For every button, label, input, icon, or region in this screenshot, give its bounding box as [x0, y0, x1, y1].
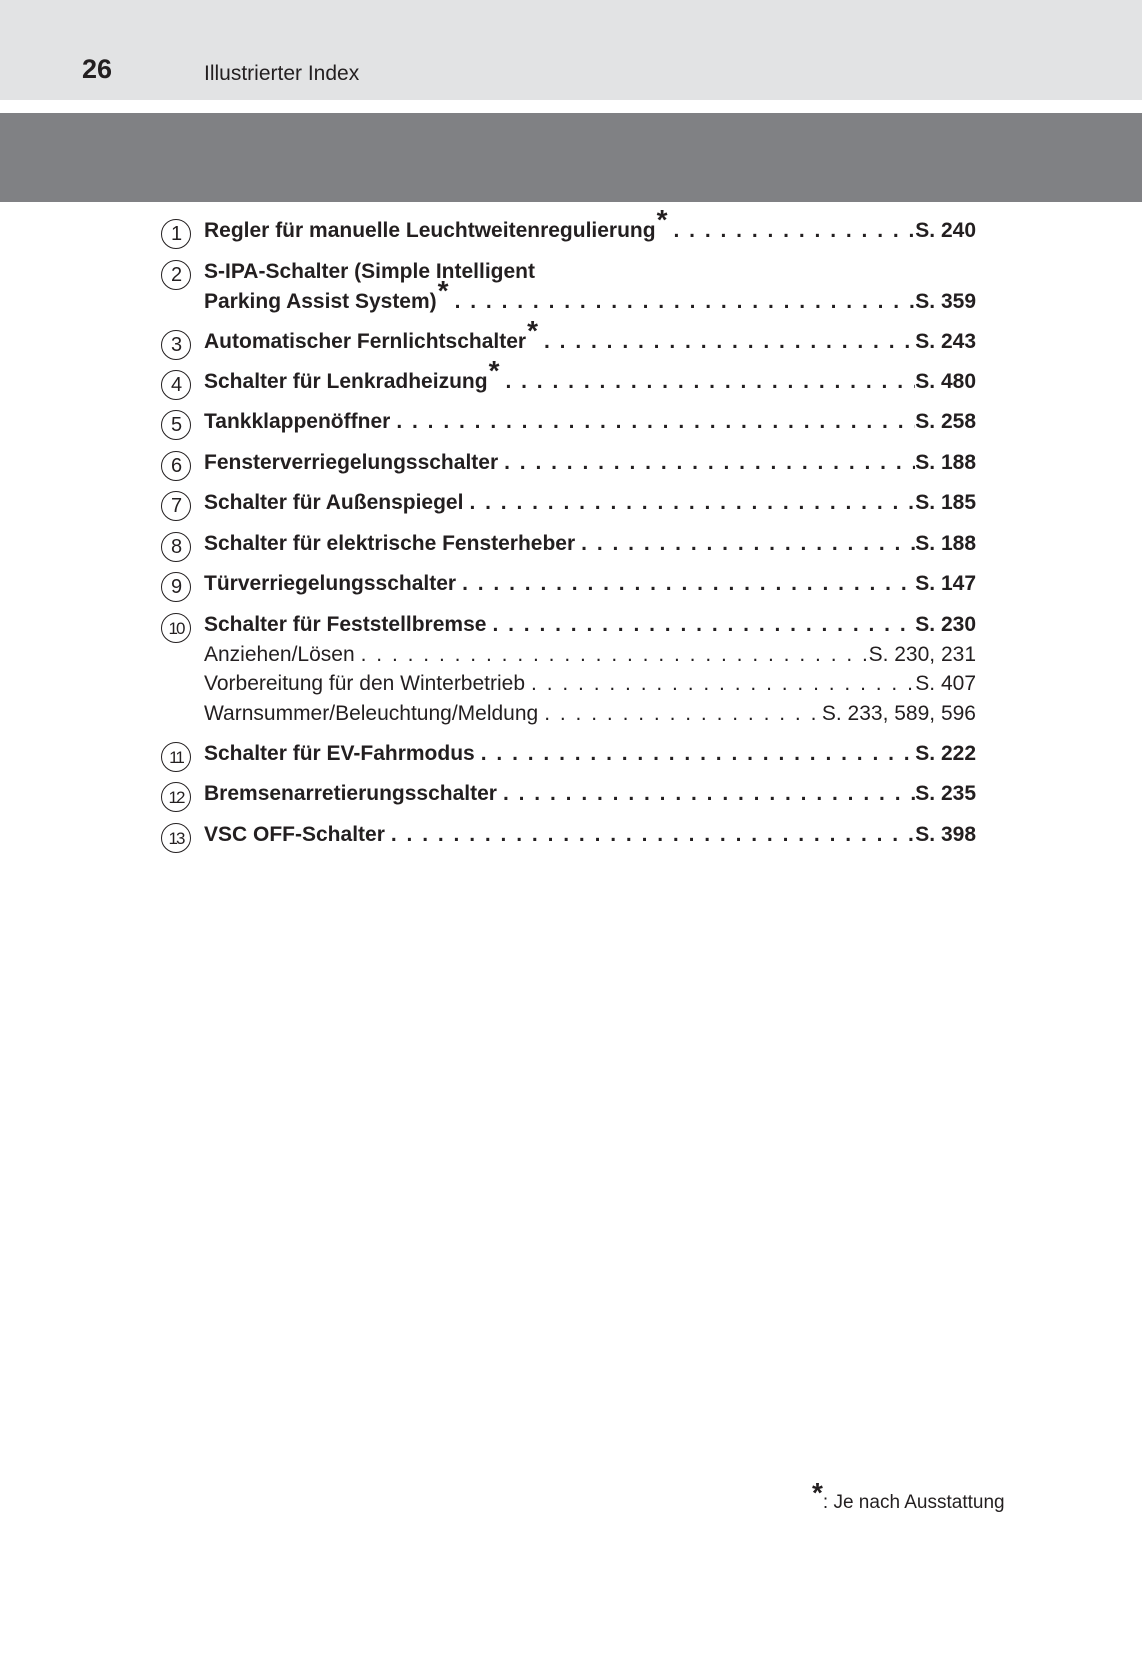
entry-label: Schalter für Außenspiegel	[204, 491, 464, 514]
entry-number-badge: 3	[161, 330, 191, 360]
entry-number-badge: 5	[161, 410, 191, 440]
header-rule	[0, 100, 1142, 113]
entry-page-ref[interactable]: S. 258	[915, 410, 976, 433]
entry-line	[204, 491, 976, 521]
entry-line: Parking Assist System) * . . . S. 359	[204, 290, 976, 320]
entry-label: Schalter für Lenkradheizung	[204, 370, 488, 393]
leader-dots	[497, 782, 915, 806]
leader-dots	[575, 532, 915, 556]
entry-line	[204, 532, 976, 562]
entry-number-badge: 7	[161, 491, 191, 521]
leader-dots	[385, 823, 915, 847]
leader-dots	[355, 643, 869, 667]
entry-number-badge: 4	[161, 370, 191, 400]
entry-number-badge: 1	[161, 219, 191, 249]
entry-page-ref[interactable]: S. 243	[915, 330, 976, 353]
entry-page-ref[interactable]: S. 398	[915, 823, 976, 846]
entry-page-ref[interactable]: S. 240	[915, 219, 976, 242]
entry-line	[204, 742, 976, 772]
sub-entry-label: Anziehen/Lösen	[204, 643, 355, 666]
entry-page-ref[interactable]: S. 230	[915, 613, 976, 636]
entry-label: Fensterverriegelungsschalter	[204, 451, 499, 474]
entry-label: Türverriegelungsschalter	[204, 572, 457, 595]
entry-label: Schalter für Feststellbremse	[204, 613, 487, 636]
entry-page-ref[interactable]: S. 235	[915, 782, 976, 805]
entry-number-badge: 12	[161, 782, 191, 812]
title-bar	[0, 113, 1142, 202]
entry-number-badge: 13	[161, 823, 191, 853]
entry-line: Automatischer Fernlichtschalter * . . . S. 243	[204, 330, 976, 360]
sub-entry-page-ref[interactable]: S. 230, 231	[868, 643, 976, 666]
entry-line: Schalter für Lenkradheizung * . . . S. 480	[204, 370, 976, 400]
sub-entry-line	[204, 702, 976, 732]
page-number: 26	[82, 54, 113, 84]
entry-number-badge: 6	[161, 451, 191, 481]
entry-number-badge: 9	[161, 572, 191, 602]
entry-number-badge: 11	[161, 742, 191, 772]
sub-entry-line	[204, 672, 976, 702]
entry-page-ref[interactable]: S. 185	[915, 491, 976, 514]
leader-dots	[475, 742, 916, 766]
footnote-text: : Je nach Ausstattung	[822, 1492, 1005, 1513]
entry-label: Schalter für EV-Fahrmodus	[204, 742, 475, 765]
entry-label: Bremsenarretierungsschalter	[204, 782, 497, 805]
leader-dots	[463, 491, 915, 515]
entry-line	[204, 410, 976, 440]
leader-dots	[538, 702, 822, 726]
entry-page-ref[interactable]: S. 359	[915, 290, 976, 313]
entry-page-ref[interactable]: S. 147	[915, 572, 976, 595]
sub-entry-page-ref[interactable]: S. 233, 589, 596	[821, 702, 976, 725]
entry-page-ref[interactable]: S. 188	[915, 532, 976, 555]
entry-line	[204, 572, 976, 602]
leader-dots	[449, 290, 916, 314]
leader-dots	[538, 330, 915, 354]
entry-label: Regler für manuelle Leuchtweitenregulierung	[204, 219, 656, 242]
leader-dots	[390, 410, 915, 434]
entry-line	[204, 823, 976, 853]
leader-dots	[668, 219, 916, 243]
footnote	[812, 1477, 1005, 1514]
entry-label: Parking Assist System)	[204, 290, 437, 313]
entry-page-ref[interactable]: S. 222	[915, 742, 976, 765]
entry-page-ref[interactable]: S. 480	[915, 370, 976, 393]
leader-dots	[498, 451, 915, 475]
entry-label: VSC OFF-Schalter	[204, 823, 385, 846]
entry-line	[204, 260, 976, 290]
entry-label: Tankklappenöffner	[204, 410, 391, 433]
entry-line	[204, 613, 976, 643]
leader-dots	[499, 370, 915, 394]
entry-page-ref[interactable]: S. 188	[915, 451, 976, 474]
entry-line: Regler für manuelle Leuchtweitenregulierung * . . . S. 240	[204, 219, 976, 249]
sub-entry-page-ref[interactable]: S. 407	[915, 672, 976, 695]
entry-line	[204, 451, 976, 481]
sub-entry-label: Vorbereitung für den Winterbetrieb	[204, 672, 526, 695]
header-band	[0, 0, 1142, 100]
sub-entry-line	[204, 643, 976, 673]
sub-entry-label: Warnsummer/Beleuchtung/Meldung	[204, 702, 539, 725]
leader-dots	[456, 572, 915, 596]
entry-number-badge: 2	[161, 260, 191, 290]
entry-label: Schalter für elektrische Fensterheber	[204, 532, 576, 555]
asterisk-mark: *	[812, 1477, 823, 1508]
entry-label: Automatischer Fernlichtschalter	[204, 330, 527, 353]
leader-dots	[525, 672, 915, 696]
leader-dots	[486, 613, 915, 637]
entry-number-badge: 10	[161, 613, 191, 643]
entry-line	[204, 782, 976, 812]
entry-number-badge: 8	[161, 532, 191, 562]
entry-label-line1: S-IPA-Schalter (Simple Intelligent	[204, 260, 535, 283]
section-title: Illustrierter Index	[204, 62, 360, 85]
